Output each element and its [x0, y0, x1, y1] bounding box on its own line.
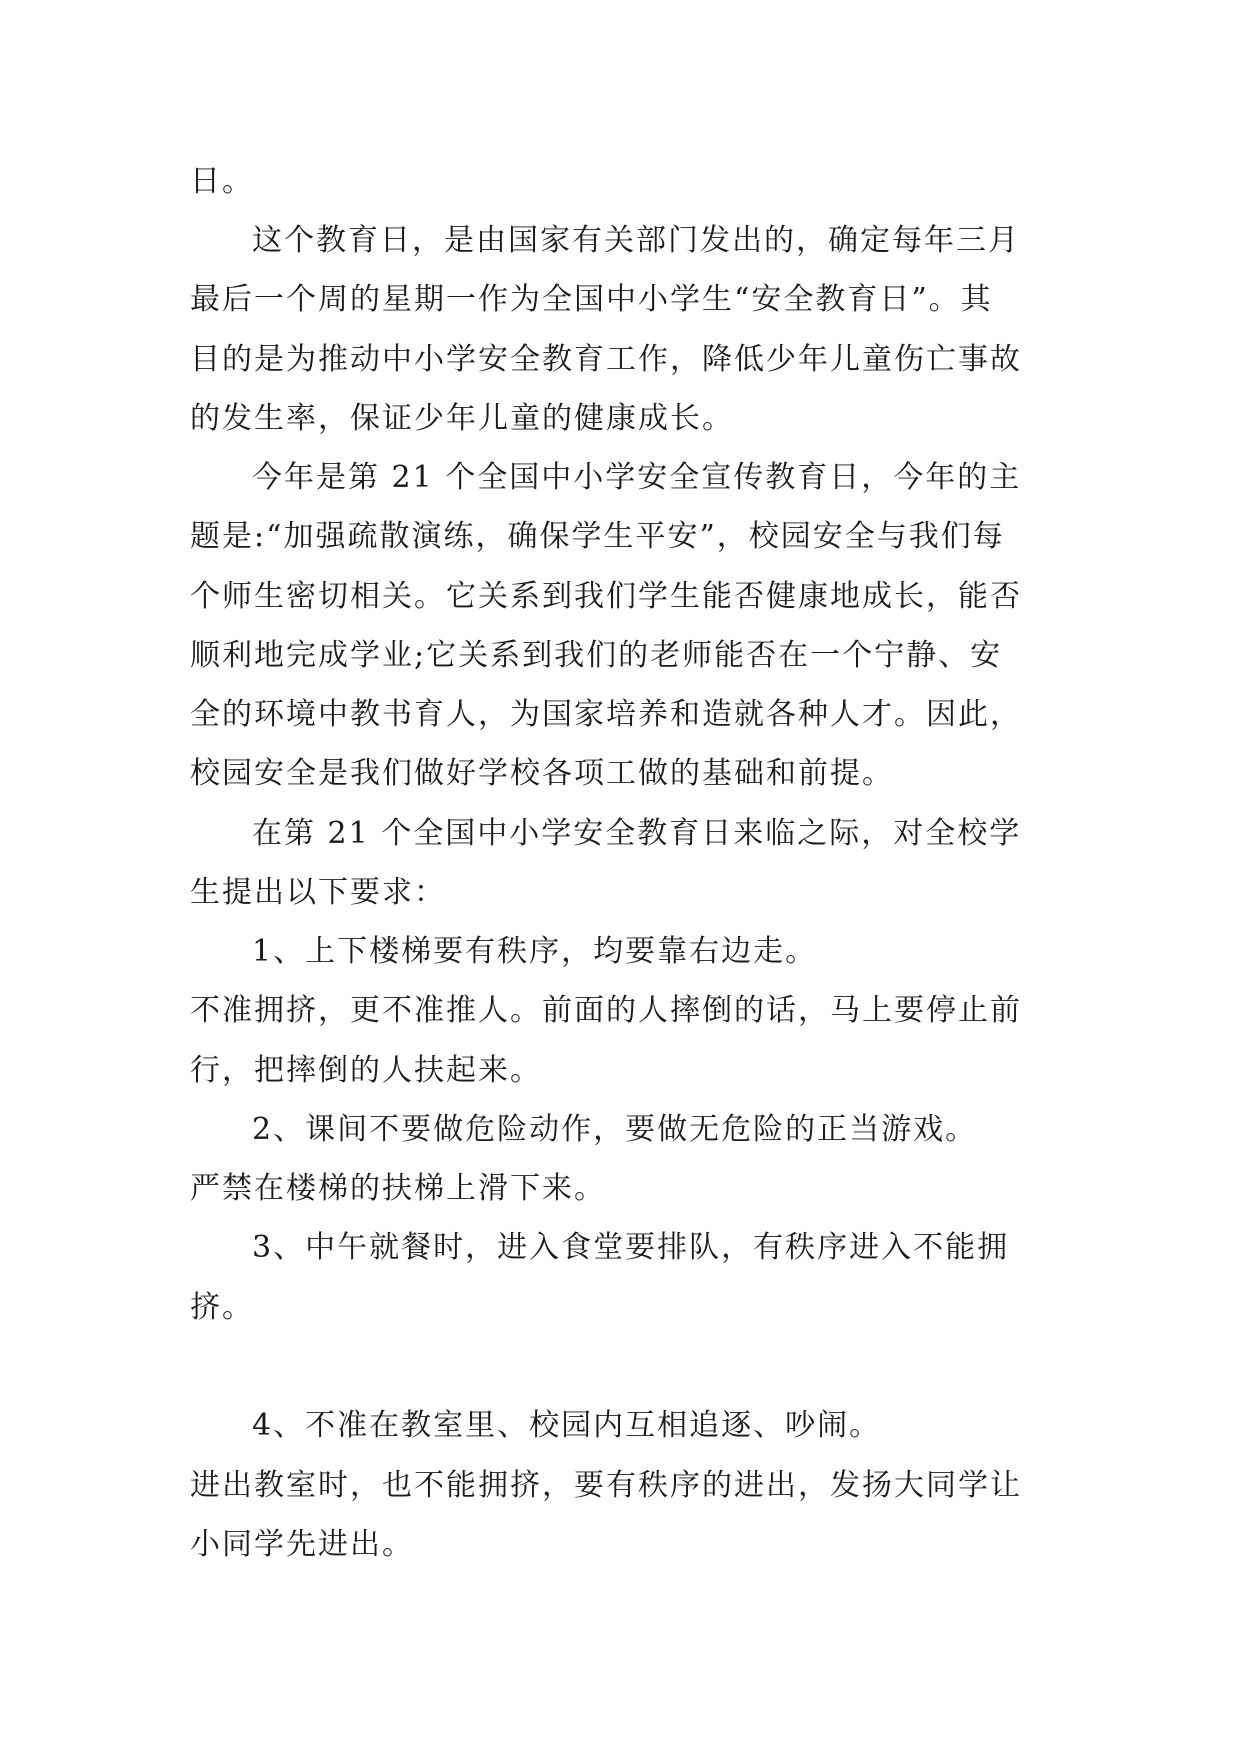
text-line: 全的环境中教书育人，为国家培养和造就各种人才。因此， [190, 697, 1022, 732]
text-line: 生提出以下要求： [190, 875, 446, 910]
text-line: 在第 21 个全国中小学安全教育日来临之际，对全校学 [252, 816, 1022, 851]
text-line: 这个教育日，是由国家有关部门发出的，确定每年三月 [252, 223, 1020, 258]
text-line: 日。 [190, 164, 254, 199]
text-line: 最后一个周的星期一作为全国中小学生“安全教育日”。其 [190, 282, 993, 317]
text-line: 顺利地完成学业;它关系到我们的老师能否在一个宁静、安 [190, 638, 1003, 673]
text-line: 2、课间不要做危险动作，要做无危险的正当游戏。 [252, 1112, 978, 1147]
text-line: 挤。 [190, 1290, 254, 1325]
text-line: 题是:“加强疏散演练，确保学生平安”，校园安全与我们每 [190, 519, 1005, 554]
text-line: 不准拥挤，更不准推人。前面的人摔倒的话，马上要停止前 [190, 993, 1022, 1028]
text-line: 进出教室时，也不能拥挤，要有秩序的进出，发扬大同学让 [190, 1468, 1022, 1503]
text-line: 小同学先进出。 [190, 1527, 414, 1562]
text-line: 4、不准在教室里、校园内互相追逐、吵闹。 [252, 1408, 882, 1443]
text-line: 的发生率，保证少年儿童的健康成长。 [190, 401, 734, 436]
text-line: 校园安全是我们做好学校各项工做的基础和前提。 [190, 756, 894, 791]
text-line: 3、中午就餐时，进入食堂要排队，有秩序进入不能拥 [252, 1230, 1010, 1265]
text-line: 今年是第 21 个全国中小学安全宣传教育日，今年的主 [252, 460, 1022, 495]
text-line: 个师生密切相关。它关系到我们学生能否健康地成长，能否 [190, 579, 1022, 614]
text-line: 目的是为推动中小学安全教育工作，降低少年儿童伤亡事故 [190, 342, 1022, 377]
text-line: 严禁在楼梯的扶梯上滑下来。 [190, 1171, 606, 1206]
text-line: 行，把摔倒的人扶起来。 [190, 1053, 542, 1088]
text-line: 1、上下楼梯要有秩序，均要靠右边走。 [252, 934, 818, 969]
